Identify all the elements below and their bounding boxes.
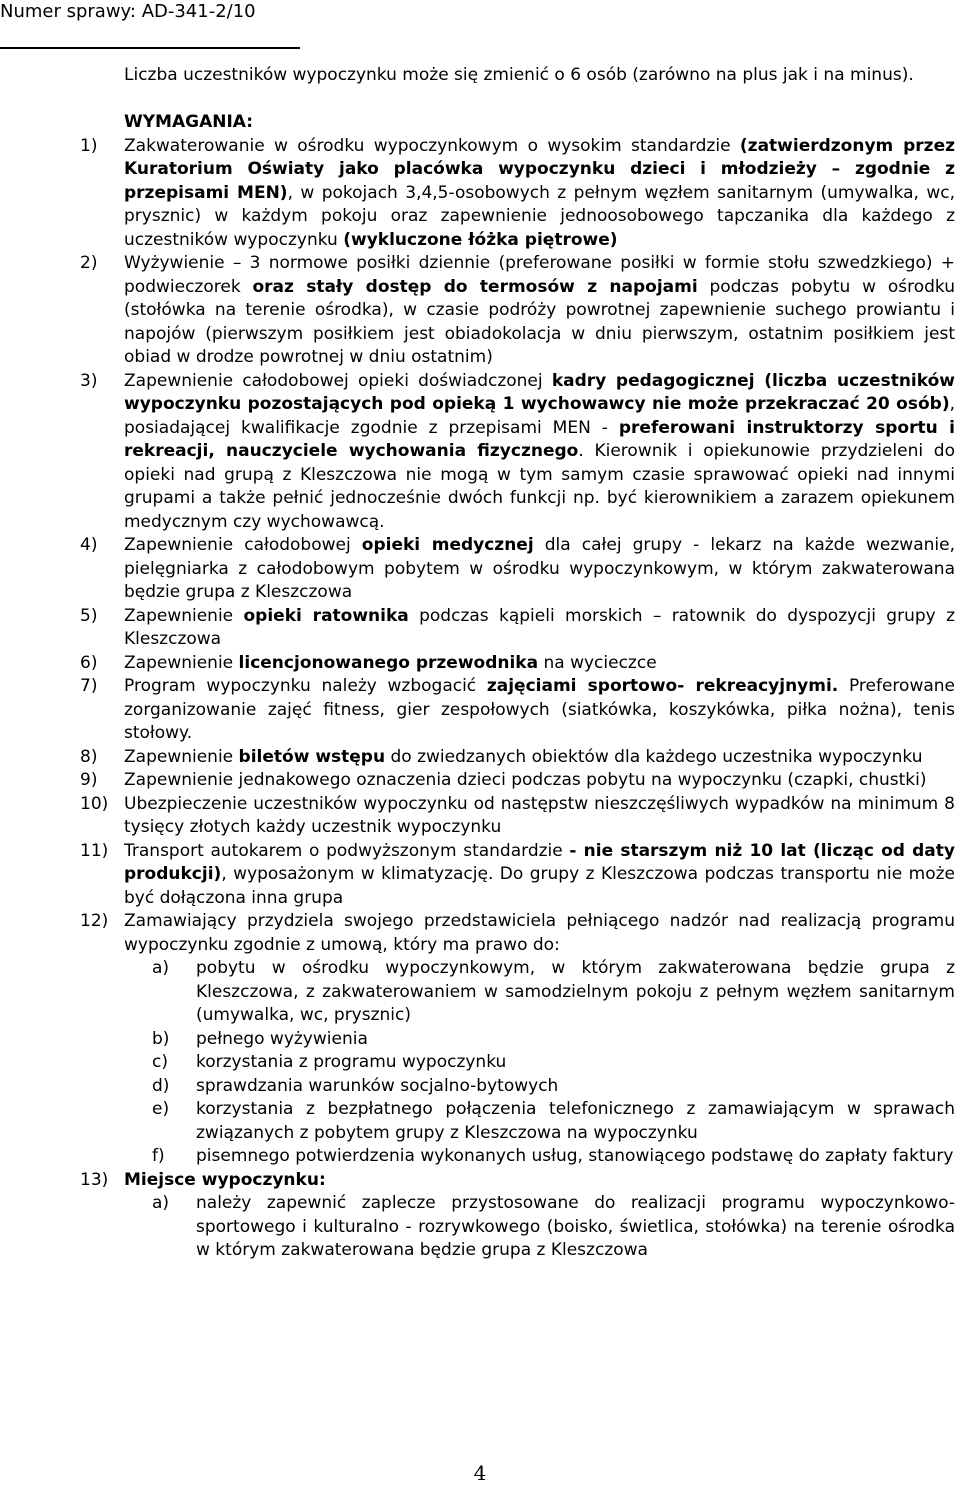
item-body	[124, 534, 955, 605]
bold-text: zajęciami sportowo- rekreacyjnymi.	[486, 676, 839, 696]
text-segment: dla całej grupy - lekarz na każde wezwanie, pielęgniarka z całodobowym pobytem w ośrodku wypoczynkowym, w którym zakwaterowana będzie grupa z Kleszczowa	[124, 535, 955, 602]
bold-text: (zatwierdzonym przez Kuratorium Oświaty jako placówka wypoczynku dzieci i młodzieży – zgodnie z przepisami MEN)	[124, 135, 955, 203]
sub-item-text: należy zapewnić zaplecze przystosowane do realizacji programu wypoczynkowo-sportowego i kulturalno - rozrywkowego (boisko, świetlica, stołówka) na terenie ośrodka w którym zakwaterowana będzie grupa z Kleszczowa	[196, 1193, 955, 1260]
item-body	[124, 769, 955, 793]
bold-text: - nie starszym niż 10 lat (licząc od daty produkcji)	[124, 840, 955, 884]
requirement-item	[80, 910, 955, 1169]
text-segment: Program wypoczynku należy wzbogacić	[124, 676, 487, 696]
requirement-item	[80, 534, 955, 605]
item-body	[124, 746, 955, 770]
sub-item-letter: e)	[152, 1099, 170, 1119]
bold-text: preferowani instruktorzy sportu i rekreacji, nauczyciele wychowania fizycznego	[124, 417, 955, 461]
item-text	[124, 370, 955, 535]
text-segment: podczas pobytu w ośrodku (stołówka na terenie ośrodka), w czasie podróży powrotnej zapewnienie suchego prowiantu i napojów (pierwszym posiłkiem jest obiadokolacja w dniu pierwszym, ostatnim posiłkiem jest obiad w drodze powrotnej w dniu ostatnim)	[124, 276, 955, 367]
bold-text: licencjonowanego przewodnika	[238, 652, 539, 673]
text-segment: Zapewnienie	[124, 605, 244, 626]
requirement-item	[80, 675, 955, 746]
text-segment: Zapewnienie jednakowego oznaczenia dzieci podczas pobytu na wypoczynku (czapki, chustki)	[124, 770, 927, 790]
item-number: 8)	[80, 746, 98, 767]
text-segment: Zapewnienie całodobowej	[124, 535, 362, 555]
sub-item-letter: b)	[152, 1028, 170, 1049]
text-segment: Zapewnienie	[124, 652, 239, 673]
item-number: 7)	[80, 676, 98, 696]
text-segment: do zwiedzanych obiektów dla każdego uczestnika wypoczynku	[385, 746, 923, 767]
text-segment: Zapewnienie	[124, 746, 239, 767]
sub-item	[152, 1098, 955, 1145]
item-number: 5)	[80, 605, 98, 626]
item-number: 3)	[80, 370, 98, 391]
item-number: 9)	[80, 770, 98, 790]
requirement-item	[80, 746, 955, 770]
item-body	[124, 1169, 955, 1263]
item-body	[124, 840, 955, 911]
sub-item-letter: d)	[152, 1075, 170, 1096]
item-body	[124, 793, 955, 840]
bold-text: (wykluczone łóżka piętrowe)	[343, 229, 618, 250]
sub-item-letter: a)	[152, 1193, 170, 1213]
item-body	[124, 135, 955, 253]
text-segment: na wycieczce	[538, 652, 657, 673]
bold-text: kadry pedagogicznej (liczba uczestników wypoczynku pozostających pod opieką 1 wychowawcy nie może przekraczać 20 osób)	[124, 370, 955, 414]
requirement-item	[80, 252, 955, 370]
item-number: 6)	[80, 652, 98, 673]
item-text	[124, 746, 955, 770]
requirement-item	[80, 652, 955, 676]
requirement-item	[80, 793, 955, 840]
item-text	[124, 252, 955, 370]
text-segment: Preferowane zorganizowanie zajęć fitness, gier zespołowych (siatkówka, koszykówka, piłka nożna), tenis stołowy.	[124, 676, 955, 743]
item-text	[124, 910, 955, 957]
sub-item-text: pisemnego potwierdzenia wykonanych usług, stanowiącego podstawę do zapłaty faktury	[196, 1146, 954, 1166]
item-number: 2)	[80, 253, 98, 273]
item-number: 11)	[80, 840, 109, 861]
item-body	[124, 652, 955, 676]
item-number: 12)	[80, 911, 109, 931]
item-body	[124, 370, 955, 535]
bold-text: opieki ratownika	[243, 605, 409, 626]
item-number: 13)	[80, 1169, 109, 1190]
bold-text: opieki medycznej	[361, 535, 534, 555]
item-number: 1)	[80, 135, 98, 156]
requirements-list	[80, 135, 955, 1263]
sub-item	[152, 1075, 955, 1099]
text-segment: Zamawiający przydziela swojego przedstawiciela pełniącego nadzór nad realizacją programu wypoczynku zgodnie z umową, który ma prawo do:	[124, 911, 955, 955]
sub-item-letter: c)	[152, 1052, 168, 1072]
sub-item-letter: a)	[152, 958, 170, 978]
sub-item-letter: f)	[152, 1146, 165, 1166]
sub-item-text: sprawdzania warunków socjalno-bytowych	[196, 1075, 559, 1096]
text-segment: Zakwaterowanie w ośrodku wypoczynkowym o wysokim standardzie	[124, 135, 740, 156]
item-number: 4)	[80, 535, 98, 555]
sub-item-text: pełnego wyżywienia	[196, 1028, 368, 1049]
text-segment: . Kierownik i opiekunowie przydzieleni do opieki nad grupą z Kleszczowa nie mogą w tym samym czasie sprawować opieki nad innymi grupami a także pełnić jednocześnie dwóch funkcji np. być kierownikiem a zarazem opiekunem medycznym czy wychowawcą.	[124, 441, 955, 532]
item-body	[124, 252, 955, 370]
item-text	[124, 840, 955, 911]
text-segment: , posiadającej kwalifikacje zgodnie z przepisami MEN -	[124, 394, 955, 438]
requirement-item	[80, 605, 955, 652]
requirement-item	[80, 370, 955, 535]
requirements-heading: WYMAGANIA:	[124, 112, 254, 132]
text-segment: , w pokojach 3,4,5-osobowych z pełnym węzłem sanitarnym (umywalka, wc, prysznic) w każdym pokoju oraz zapewnienie jednoosobowego tapczanika dla każdego z uczestników wypoczynku	[124, 182, 955, 250]
item-text	[124, 793, 955, 840]
bold-text: biletów wstępu	[238, 746, 386, 767]
item-text	[124, 652, 955, 676]
sub-item	[152, 1192, 955, 1263]
text-segment: Zapewnienie całodobowej opieki doświadczonej	[124, 370, 552, 391]
sub-item	[152, 1028, 955, 1052]
intro-paragraph: Liczba uczestników wypoczynku może się zmienić o 6 osób (zarówno na plus jak i na minus).	[124, 65, 914, 85]
sub-item	[152, 1145, 955, 1169]
item-text	[124, 1169, 955, 1193]
text-segment: Ubezpieczenie uczestników wypoczynku od następstw nieszczęśliwych wypadków na minimum 8 tysięcy złotych każdy uczestnik wypoczynku	[124, 793, 955, 837]
requirement-item	[80, 769, 955, 793]
header-rule	[0, 47, 300, 49]
document-content	[80, 64, 955, 1263]
requirement-item	[80, 1169, 955, 1263]
sub-item-text: korzystania z bezpłatnego połączenia telefonicznego z zamawiającym w sprawach związanych z pobytem grupy z Kleszczowa na wypoczynku	[196, 1099, 955, 1143]
item-text	[124, 605, 955, 652]
item-body	[124, 910, 955, 1169]
page-number: 4	[473, 1461, 487, 1485]
item-body	[124, 675, 955, 746]
sub-item	[152, 1051, 955, 1075]
item-body	[124, 605, 955, 652]
bold-text: oraz stały dostęp do termosów z napojami	[252, 276, 698, 297]
bold-text: Miejsce wypoczynku:	[124, 1169, 326, 1190]
item-text	[124, 135, 955, 253]
requirement-item	[80, 135, 955, 253]
item-text	[124, 534, 955, 605]
requirement-item	[80, 840, 955, 911]
sub-item-text: pobytu w ośrodku wypoczynkowym, w którym zakwaterowana będzie grupa z Kleszczowa, z zakwaterowaniem w samodzielnym pokoju z pełnym węzłem sanitarnym (umywalka, wc, prysznic)	[196, 958, 955, 1025]
text-segment: Transport autokarem o podwyższonym standardzie	[124, 840, 570, 861]
text-segment: Wyżywienie – 3 normowe posiłki dziennie (preferowane posiłki w formie stołu szwedzkiego) + podwieczorek	[124, 253, 955, 297]
item-text	[124, 769, 955, 793]
text-segment: , wyposażonym w klimatyzację. Do grupy z Kleszczowa podczas transportu nie może być dołączona inna grupa	[124, 864, 955, 908]
sub-item-text: korzystania z programu wypoczynku	[196, 1052, 507, 1072]
sub-item	[152, 957, 955, 1028]
text-segment: podczas kąpieli morskich – ratownik do dyspozycji grupy z Kleszczowa	[124, 605, 955, 649]
item-number: 10)	[80, 793, 109, 814]
case-number: Numer sprawy: AD-341-2/10	[0, 1, 256, 22]
item-text	[124, 675, 955, 746]
